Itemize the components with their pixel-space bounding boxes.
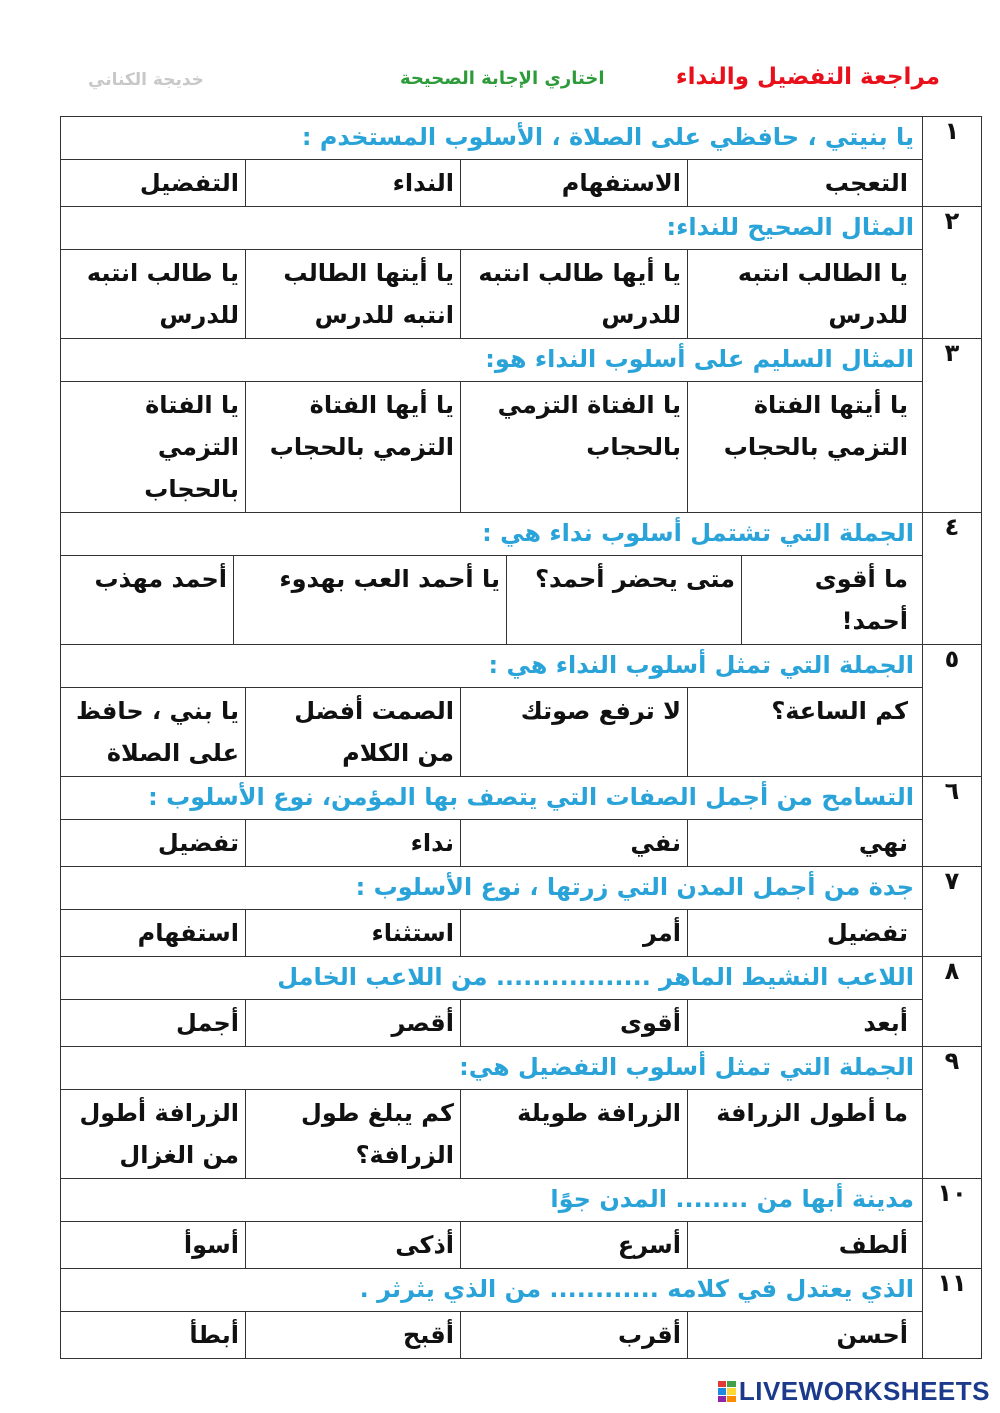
options-row <box>61 556 982 645</box>
question-text: الجملة التي تمثل أسلوب التفضيل هي: <box>61 1047 923 1090</box>
question-number: ٣ <box>923 339 982 513</box>
question-row <box>61 1179 982 1222</box>
answer-option[interactable]: ألطف <box>688 1222 915 1268</box>
options-row <box>61 1000 982 1047</box>
options-row <box>61 1090 982 1179</box>
question-number: ١١ <box>923 1269 982 1359</box>
liveworksheets-logo-icon <box>718 1381 736 1403</box>
answer-option[interactable]: يا أيها طالب انتبه للدرس <box>461 250 688 338</box>
worksheet-instruction: اختاري الإجابة الصحيحة <box>400 68 605 89</box>
question-number: ١ <box>923 117 982 207</box>
liveworksheets-logo <box>718 1376 990 1407</box>
answer-option[interactable]: الصمت أفضل من الكلام <box>246 688 461 776</box>
question-number: ٤ <box>923 513 982 645</box>
answer-option[interactable]: أحمد مهذب <box>94 565 227 593</box>
answer-option[interactable]: الزرافة طويلة <box>461 1090 688 1178</box>
answer-option[interactable]: كم يبلغ طول الزرافة؟ <box>246 1090 461 1178</box>
answer-option[interactable]: أسرع <box>461 1222 688 1268</box>
answer-option[interactable]: تفضيل <box>157 829 239 857</box>
question-text: الجملة التي تمثل أسلوب النداء هي : <box>61 645 923 688</box>
question-text: جدة من أجمل المدن التي زرتها ، نوع الأسلوب : <box>61 867 923 910</box>
answer-option[interactable]: يا أحمد العب بهدوء <box>234 556 507 644</box>
answer-option[interactable]: ما أقوى أحمد! <box>742 556 915 644</box>
answer-option[interactable]: يا الطالب انتبه للدرس <box>688 250 915 338</box>
options-row <box>61 910 982 957</box>
question-row <box>61 1047 982 1090</box>
question-number: ١٠ <box>923 1179 982 1269</box>
question-number: ٧ <box>923 867 982 957</box>
answer-option[interactable]: أقرب <box>461 1312 688 1358</box>
question-row <box>61 339 982 382</box>
answer-option[interactable]: متى يحضر أحمد؟ <box>507 556 742 644</box>
answer-option[interactable]: يا الفتاة التزمي بالحجاب <box>461 382 688 512</box>
answer-option[interactable]: كم الساعة؟ <box>688 688 915 776</box>
answer-option[interactable]: نداء <box>246 820 461 866</box>
question-number: ٨ <box>923 957 982 1047</box>
answer-option[interactable]: تفضيل <box>688 910 915 956</box>
question-row <box>61 513 982 556</box>
answer-option[interactable]: أسوأ <box>183 1231 239 1259</box>
question-text: المثال السليم على أسلوب النداء هو: <box>61 339 923 382</box>
question-text: التسامح من أجمل الصفات التي يتصف بها المؤمن، نوع الأسلوب : <box>61 777 923 820</box>
question-row <box>61 1269 982 1312</box>
question-text: اللاعب النشيط الماهر ................. من اللاعب الخامل <box>61 957 923 1000</box>
answer-option[interactable]: أجمل <box>175 1009 239 1037</box>
questions-table <box>60 116 982 1359</box>
answer-option[interactable]: أقصر <box>246 1000 461 1046</box>
answer-option[interactable]: استفهام <box>137 919 239 947</box>
answer-option[interactable]: أقبح <box>246 1312 461 1358</box>
answer-option[interactable]: يا الفتاة التزمي بالحجاب <box>144 391 239 503</box>
options-row <box>61 820 982 867</box>
answer-option[interactable]: نهي <box>688 820 915 866</box>
question-row <box>61 777 982 820</box>
answer-option[interactable]: الزرافة أطول من الغزال <box>79 1099 239 1169</box>
options-row <box>61 250 982 339</box>
question-number: ٢ <box>923 207 982 339</box>
question-text: الجملة التي تشتمل أسلوب نداء هي : <box>61 513 923 556</box>
question-text: المثال الصحيح للنداء: <box>61 207 923 250</box>
question-number: ٦ <box>923 777 982 867</box>
question-text: يا بنيتي ، حافظي على الصلاة ، الأسلوب المستخدم : <box>61 117 923 160</box>
answer-option[interactable]: أبطأ <box>189 1321 239 1349</box>
answer-option[interactable]: النداء <box>246 160 461 206</box>
question-number: ٩ <box>923 1047 982 1179</box>
answer-option[interactable]: أذكى <box>246 1222 461 1268</box>
brand-name: LIVEWORKSHEETS <box>738 1376 990 1406</box>
answer-option[interactable]: يا بني ، حافظ على الصلاة <box>75 697 239 767</box>
question-text: الذي يعتدل في كلامه ............ من الذي يثرثر . <box>61 1269 923 1312</box>
answer-option[interactable]: أبعد <box>688 1000 915 1046</box>
question-number: ٥ <box>923 645 982 777</box>
answer-option[interactable]: يا أيها الفتاة التزمي بالحجاب <box>246 382 461 512</box>
options-row <box>61 160 982 207</box>
answer-option[interactable]: أقوى <box>461 1000 688 1046</box>
question-text: مدينة أبها من ........ المدن جوًا <box>61 1179 923 1222</box>
answer-option[interactable]: استثناء <box>246 910 461 956</box>
answer-option[interactable]: ما أطول الزرافة <box>688 1090 915 1178</box>
answer-option[interactable]: الاستفهام <box>461 160 688 206</box>
options-row <box>61 1312 982 1359</box>
answer-option[interactable]: أحسن <box>688 1312 915 1358</box>
question-row <box>61 207 982 250</box>
question-row <box>61 117 982 160</box>
options-row <box>61 382 982 513</box>
options-row <box>61 1222 982 1269</box>
question-row <box>61 867 982 910</box>
worksheet-author: خديجة الكناني <box>88 70 204 90</box>
answer-option[interactable]: التفضيل <box>139 169 239 197</box>
answer-option[interactable]: نفي <box>461 820 688 866</box>
answer-option[interactable]: يا أيتها الفتاة التزمي بالحجاب <box>688 382 915 512</box>
answer-option[interactable]: يا طالب انتبه للدرس <box>86 259 239 329</box>
question-row <box>61 957 982 1000</box>
answer-option[interactable]: يا أيتها الطالب انتبه للدرس <box>246 250 461 338</box>
answer-option[interactable]: أمر <box>461 910 688 956</box>
answer-option[interactable]: التعجب <box>688 160 915 206</box>
worksheet-title: مراجعة التفضيل والنداء <box>675 64 940 90</box>
question-row <box>61 645 982 688</box>
options-row <box>61 688 982 777</box>
answer-option[interactable]: لا ترفع صوتك <box>461 688 688 776</box>
